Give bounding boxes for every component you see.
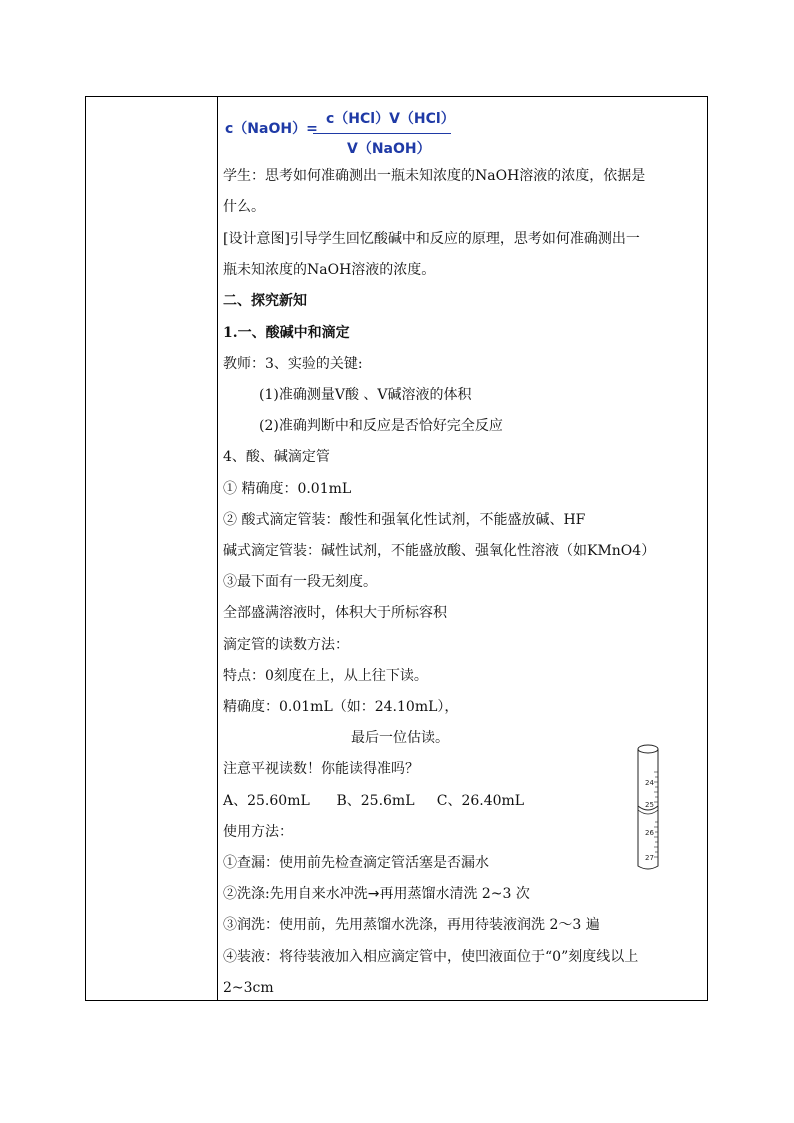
text-line: ① 精确度：0.01mL [223,481,352,497]
burette-illustration [636,744,668,874]
text-line: 使用方法： [223,824,293,840]
text-line: 学生：思考如何准确测出一瓶未知浓度的NaOH溶液的浓度，依据是 [223,168,646,184]
burette-tick-label: 24 [645,779,654,787]
text-line: 注意平视读数！你能读得准吗？ [223,761,419,777]
formula-numerator: c（HCl）V（HCl） [326,111,455,127]
text-line: ④装液：将待装液加入相应滴定管中，使凹液面位于“0”刻度线以上 [223,949,639,965]
fraction-bar [313,133,451,134]
wash-step-part2: 再用蒸馏水清洗 2~3 次 [379,886,530,902]
text-line: 特点：0刻度在上，从上往下读。 [223,668,428,684]
text-line: 全部盛满溶液时，体积大于所标容积 [223,605,447,621]
lesson-table [85,96,708,1001]
text-line: (2)准确判断中和反应是否恰好完全反应 [259,418,503,434]
subsection-heading: 1.一、酸碱中和滴定 [223,325,350,341]
column-divider [217,97,218,1000]
text-line: (1)准确测量V酸 、V碱溶液的体积 [259,387,472,403]
text-line: 教师：3、实验的关键: [223,356,363,372]
text-line: 最后一位估读。 [351,730,449,746]
answer-options: A、25.60mL B、25.6mL C、26.40mL [223,793,525,809]
formula-lhs: c（NaOH）= [225,121,318,137]
text-line: 什么。 [223,199,265,215]
text-line: 4、酸、碱滴定管 [223,449,330,465]
content-cell [223,97,707,1000]
section-heading: 二、探究新知 [223,293,307,309]
text-line: 碱式滴定管装：碱性试剂，不能盛放酸、强氧化性溶液（如KMnO4） [223,543,656,559]
burette-tick-label: 27 [645,854,654,862]
wash-step-part1: ②洗涤:先用自来水冲洗 [223,886,368,902]
arrow-icon: → [367,886,380,902]
text-line: ③润洗：使用前，先用蒸馏水洗涤，再用待装液润洗 2～3 遍 [223,917,600,933]
burette-tick-label: 26 [645,829,654,837]
text-line: 2~3cm [223,980,274,996]
text-line: ①查漏：使用前先检查滴定管活塞是否漏水 [223,855,489,871]
text-line: ③最下面有一段无刻度。 [223,574,377,590]
text-line: 滴定管的读数方法： [223,637,349,653]
text-line: 瓶未知浓度的NaOH溶液的浓度。 [223,262,436,278]
formula-denominator: V（NaOH） [347,141,431,157]
text-line: 精确度：0.01mL（如：24.10mL）， [223,699,459,715]
text-line: ② 酸式滴定管装：酸性和强氧化性试剂，不能盛放碱、HF [223,512,586,528]
burette-tick-label: 25 [645,801,654,809]
text-line: [设计意图]引导学生回忆酸碱中和反应的原理，思考如何准确测出一 [223,231,640,247]
naoh-concentration-formula [225,103,465,157]
text-line [223,885,530,903]
